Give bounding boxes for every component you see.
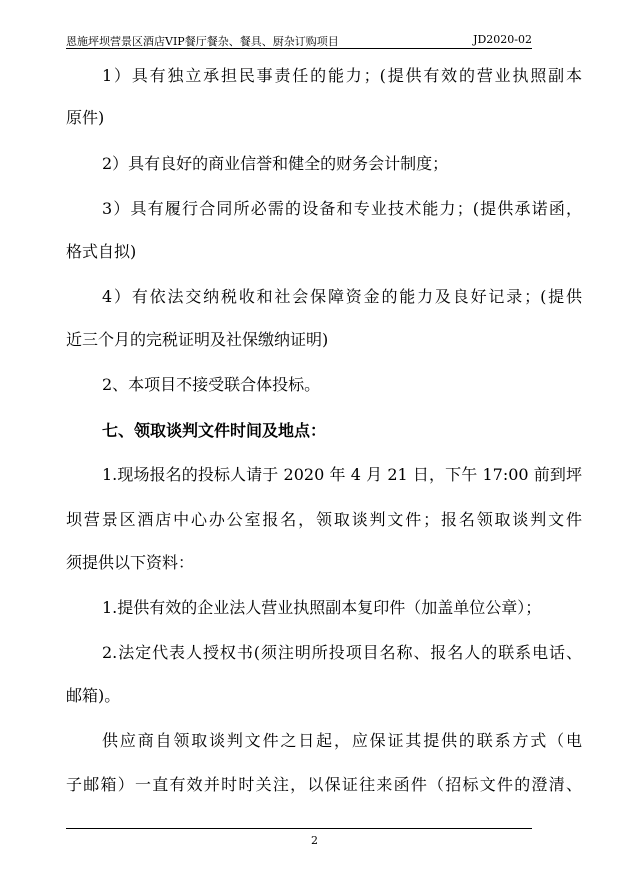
section-7-heading: 七、领取谈判文件时间及地点： xyxy=(102,421,327,440)
req-1-line-1: 1）具有独立承担民事责任的能力；(提供有效的营业执照副本 xyxy=(102,66,582,85)
req-1-line-2: 原件) xyxy=(66,108,105,127)
supplier-line-2: 子邮箱）一直有效并时时关注，以保证往来函件（招标文件的澄清、 xyxy=(66,775,582,794)
footer-rule xyxy=(66,828,532,829)
supplier-line-1: 供应商自领取谈判文件之日起，应保证其提供的联系方式（电 xyxy=(102,731,582,750)
item-1-line-2: 坝营景区酒店中心办公室报名，领取谈判文件；报名领取谈判文件 xyxy=(66,510,582,529)
req-4-line-2: 近三个月的完税证明及社保缴纳证明) xyxy=(66,330,329,349)
req-4-line-1: 4）有依法交纳税收和社会保障资金的能力及良好记录；(提供 xyxy=(102,287,582,306)
header-doc-code: JD2020-02 xyxy=(473,33,532,46)
item-2-line: 2、本项目不接受联合体投标。 xyxy=(102,375,321,394)
material-1-line: 1.提供有效的企业法人营业执照副本复印件（加盖单位公章）； xyxy=(102,598,542,617)
req-3-line-2: 格式自拟) xyxy=(66,242,137,261)
item-1-line-3: 须提供以下资料： xyxy=(66,553,195,572)
material-2-line-2: 邮箱)。 xyxy=(66,686,121,705)
material-2-line-1: 2.法定代表人授权书(须注明所投项目名称、报名人的联系电话、 xyxy=(102,643,582,662)
page-number: 2 xyxy=(311,834,318,847)
page-header xyxy=(66,30,532,49)
header-title: 恩施坪坝营景区酒店VIP餐厅餐杂、餐具、厨杂订购项目 xyxy=(66,35,339,48)
req-3-line-1: 3）具有履行合同所必需的设备和专业技术能力；(提供承诺函， xyxy=(102,199,582,218)
req-2-line-1: 2）具有良好的商业信誉和健全的财务会计制度； xyxy=(102,154,449,173)
item-1-line-1: 1.现场报名的投标人请于 2020 年 4 月 21 日，下午 17:00 前到坪 xyxy=(102,465,582,484)
